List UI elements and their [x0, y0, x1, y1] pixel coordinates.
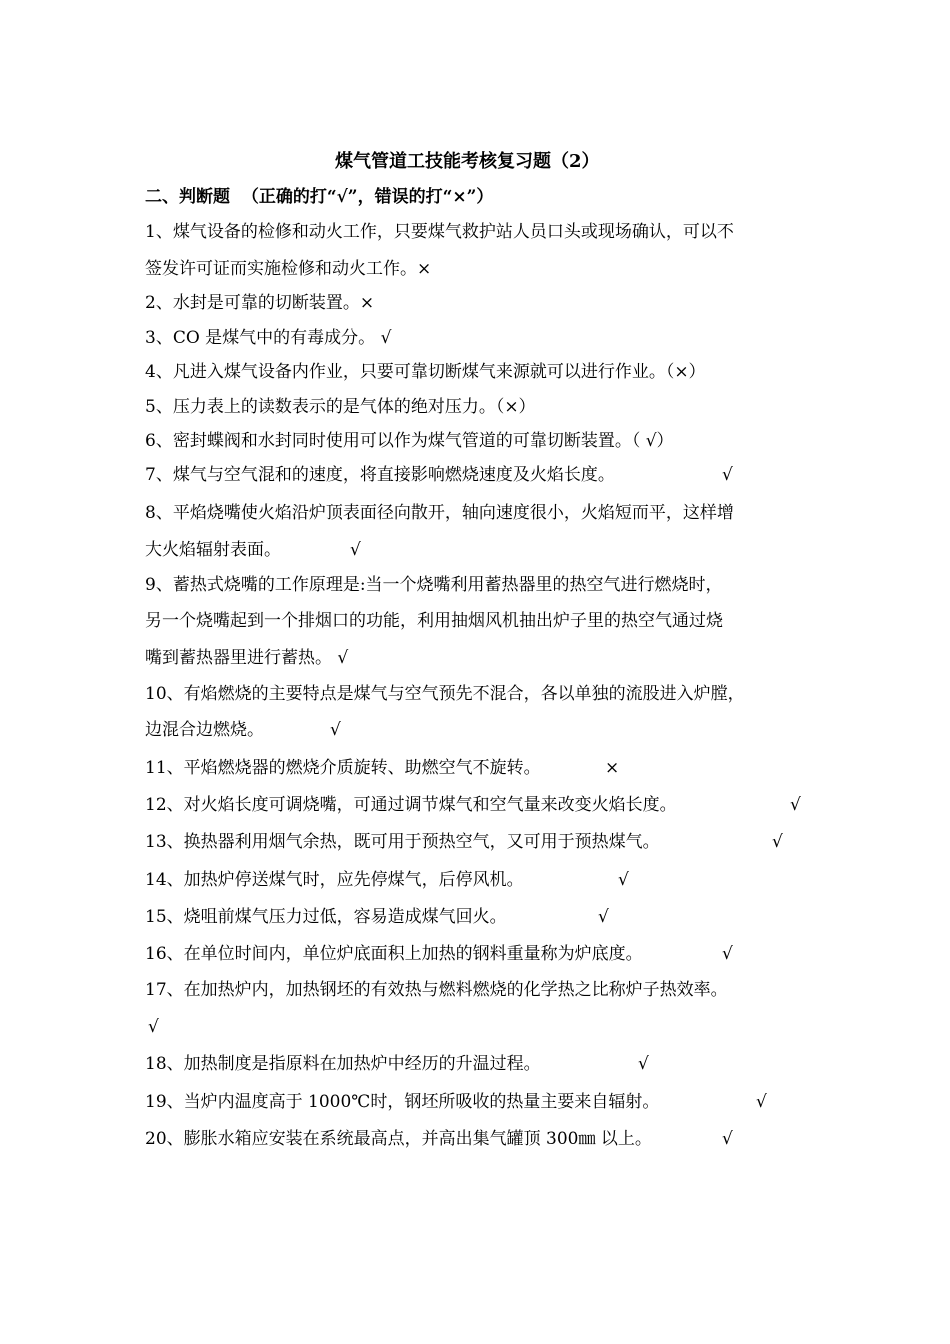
question-7-answer: √	[722, 465, 733, 485]
question-17-line-2: √	[148, 1017, 159, 1037]
question-19: 19、当炉内温度高于 1000℃时，钢坯所吸收的热量主要来自辐射。	[145, 1092, 660, 1112]
question-8-line-2: 大火焰辐射表面。	[145, 540, 281, 560]
question-3: 3、CO 是煤气中的有毒成分。 √	[145, 328, 392, 348]
question-1-line-2: 签发许可证而实施检修和动火工作。×	[145, 259, 432, 279]
question-11-answer: ×	[605, 758, 620, 778]
question-7: 7、煤气与空气混和的速度，将直接影响燃烧速度及火焰长度。	[145, 465, 615, 485]
question-15: 15、烧咀前煤气压力过低，容易造成煤气回火。	[145, 907, 507, 927]
section-heading: 二、判断题 （正确的打“√”，错误的打“×”）	[145, 187, 494, 207]
question-15-answer: √	[598, 907, 609, 927]
question-2: 2、水封是可靠的切断装置。×	[145, 293, 375, 313]
question-9-line-1: 9、蓄热式烧嘴的工作原理是:当一个烧嘴利用蓄热器里的热空气进行燃烧时，	[145, 575, 723, 595]
question-8-answer: √	[350, 540, 361, 560]
question-5: 5、压力表上的读数表示的是气体的绝对压力。（×）	[145, 397, 536, 417]
question-16: 16、在单位时间内，单位炉底面积上加热的钢料重量称为炉底度。	[145, 944, 643, 964]
question-19-answer: √	[756, 1092, 767, 1112]
question-16-answer: √	[722, 944, 733, 964]
question-10-answer: √	[330, 720, 341, 740]
question-10-line-1: 10、有焰燃烧的主要特点是煤气与空气预先不混合，各以单独的流股进入炉膛，	[145, 684, 745, 704]
question-14-answer: √	[618, 870, 629, 890]
question-11: 11、平焰燃烧器的燃烧介质旋转、助燃空气不旋转。	[145, 758, 541, 778]
question-13-answer: √	[772, 832, 783, 852]
question-12: 12、对火焰长度可调烧嘴，可通过调节煤气和空气量来改变火焰长度。	[145, 795, 677, 815]
question-13: 13、换热器利用烟气余热，既可用于预热空气，又可用于预热煤气。	[145, 832, 660, 852]
question-6: 6、密封蝶阀和水封同时使用可以作为煤气管道的可靠切断装置。（ √）	[145, 431, 674, 451]
question-18-answer: √	[638, 1054, 649, 1074]
question-18: 18、加热制度是指原料在加热炉中经历的升温过程。	[145, 1054, 541, 1074]
question-20: 20、膨胀水箱应安装在系统最高点，并高出集气罐顶 300㎜ 以上。	[145, 1129, 652, 1149]
question-1-line-1: 1、煤气设备的检修和动火工作，只要煤气救护站人员口头或现场确认，可以不	[145, 222, 734, 242]
document-title: 煤气管道工技能考核复习题（2）	[335, 151, 600, 172]
question-9-line-3: 嘴到蓄热器里进行蓄热。 √	[145, 648, 349, 668]
question-10-line-2: 边混合边燃烧。	[145, 720, 264, 740]
question-12-answer: √	[790, 795, 801, 815]
question-17-line-1: 17、在加热炉内，加热钢坯的有效热与燃料燃烧的化学热之比称炉子热效率。	[145, 980, 728, 1000]
question-4: 4、凡进入煤气设备内作业，只要可靠切断煤气来源就可以进行作业。（×）	[145, 362, 706, 382]
question-20-answer: √	[722, 1129, 733, 1149]
question-14: 14、加热炉停送煤气时，应先停煤气，后停风机。	[145, 870, 524, 890]
question-8-line-1: 8、平焰烧嘴使火焰沿炉顶表面径向散开，轴向速度很小，火焰短而平，这样增	[145, 503, 734, 523]
question-9-line-2: 另一个烧嘴起到一个排烟口的功能，利用抽烟风机抽出炉子里的热空气通过烧	[145, 611, 723, 631]
